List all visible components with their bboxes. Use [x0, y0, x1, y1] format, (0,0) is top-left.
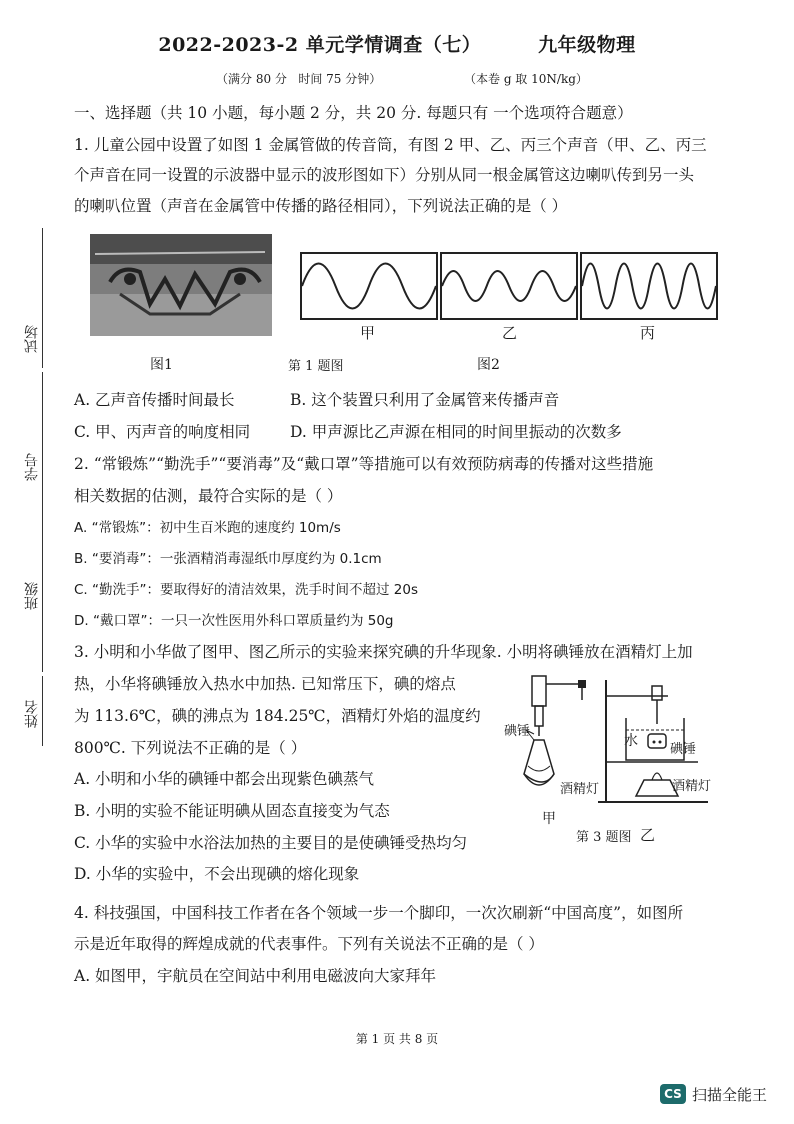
- q3-stem-line: 为 113.6℃，碘的沸点为 184.25℃，酒精灯外焰的温度约: [74, 707, 481, 725]
- binding-label-banji: 班级: [24, 582, 40, 610]
- sine-wave-jia: [302, 254, 436, 318]
- q2-stem-line: 2. “常锻炼”“勤洗手”“要消毒”及“戴口罩”等措施可以有效预防病毒的传播对这些措施: [74, 455, 654, 473]
- q3-label-jia: 甲: [542, 811, 556, 827]
- q1-option-a: A. 乙声音传播时间最长: [74, 391, 235, 409]
- q2-option-c: C. “勤洗手”：要取得好的清洁效果，洗手时间不超过 20s: [74, 582, 418, 598]
- exam-subtitle-right: （本卷 g 取 10N/kg）: [464, 72, 588, 86]
- q1-option-d: D. 甲声源比乙声源在相同的时间里振动的次数多: [290, 423, 622, 441]
- q3-stem-line: 800℃. 下列说法不正确的是（ ）: [74, 739, 307, 757]
- exam-title: 2022-2023-2 单元学情调查（七） 九年级物理: [158, 34, 636, 56]
- binding-line: [42, 372, 43, 672]
- camscanner-watermark: 扫描全能王: [692, 1086, 768, 1104]
- q4-option-a: A. 如图甲，宇航员在空间站中利用电磁波向大家拜年: [74, 967, 437, 985]
- q3-label-water: 水: [624, 733, 638, 749]
- fig1-caption: 图1: [150, 357, 173, 373]
- q2-stem-line: 相关数据的估测，最符合实际的是（ ）: [74, 487, 343, 505]
- q3-option-d: D. 小华的实验中，不会出现碘的熔化现象: [74, 865, 360, 883]
- camscanner-logo-icon: CS: [660, 1084, 686, 1104]
- q3-figure-caption: 第 3 题图: [576, 830, 632, 845]
- q1-stem-line: 1. 儿童公园中设置了如图 1 金属管做的传音筒，有图 2 甲、乙、丙三个声音（甲、乙、丙三: [74, 136, 707, 154]
- q1-option-b: B. 这个装置只利用了金属管来传播声音: [290, 391, 560, 409]
- waveform-bing: [580, 252, 718, 320]
- q3-option-c: C. 小华的实验中水浴法加热的主要目的是使碘锤受热均匀: [74, 834, 468, 852]
- page-number: 第 1 页 共 8 页: [355, 1032, 439, 1046]
- binding-line: [42, 676, 43, 746]
- sine-wave-bing: [582, 254, 716, 318]
- q4-stem-line: 示是近年取得的辉煌成就的代表事件。下列有关说法不正确的是（ ）: [74, 935, 544, 953]
- wave-label-jia: 甲: [360, 324, 376, 342]
- q3-label-yi: 乙: [640, 826, 656, 844]
- binding-label-xuehao: 学号: [24, 453, 40, 481]
- q1-option-c: C. 甲、丙声音的响度相同: [74, 423, 251, 441]
- sine-wave-yi: [442, 254, 576, 318]
- q3-label-iodine-right: 碘锤: [670, 742, 697, 757]
- q4-stem-line: 4. 科技强国，中国科技工作者在各个领域一步一个脚印，一次次刷新“中国高度”，如图所: [74, 904, 684, 922]
- fig1-photo: [90, 234, 272, 336]
- q2-option-b: B. “要消毒”：一张酒精消毒湿纸巾厚度约为 0.1cm: [74, 551, 382, 567]
- fig2-caption: 图2: [477, 357, 500, 373]
- q3-stem-line: 3. 小明和小华做了图甲、图乙所示的实验来探究碘的升华现象. 小明将碘锤放在酒精灯上加: [74, 643, 693, 661]
- binding-label-xingming: 姓名: [24, 700, 40, 728]
- waveform-jia: [300, 252, 438, 320]
- waveform-yi: [440, 252, 578, 320]
- q3-option-a: A. 小明和小华的碘锤中都会出现紫色碘蒸气: [74, 770, 375, 788]
- wave-label-bing: 丙: [640, 324, 656, 342]
- q3-label-iodine-left: 碘锤: [504, 724, 531, 739]
- section-heading: 一、选择题（共 10 小题，每小题 2 分，共 20 分. 每题只有 一个选项符合题意）: [74, 104, 633, 122]
- q3-label-lamp-left: 酒精灯: [560, 782, 600, 797]
- q1-stem-line: 的喇叭位置（声音在金属管中传播的路径相同），下列说法正确的是（ ）: [74, 197, 568, 215]
- q3-stem-line: 热，小华将碘锤放入热水中加热. 已知常压下，碘的熔点: [74, 675, 456, 693]
- q3-option-b: B. 小明的实验不能证明碘从固态直接变为气态: [74, 802, 390, 820]
- q1-stem-line: 个声音在同一设置的示波器中显示的波形图如下）分别从同一根金属管这边喇叭传到另一头: [74, 166, 695, 184]
- binding-label-kaochang: 试场: [24, 325, 40, 353]
- exam-subtitle-left: （满分 80 分 时间 75 分钟）: [216, 72, 382, 86]
- q2-option-d: D. “戴口罩”：一只一次性医用外科口罩质量约为 50g: [74, 613, 394, 629]
- wave-label-yi: 乙: [502, 324, 518, 342]
- q2-option-a: A. “常锻炼”：初中生百米跑的速度约 10m/s: [74, 520, 341, 536]
- q1-figure-title: 第 1 题图: [288, 359, 344, 374]
- q3-label-lamp-right: 酒精灯: [672, 779, 712, 794]
- binding-line: [42, 228, 43, 368]
